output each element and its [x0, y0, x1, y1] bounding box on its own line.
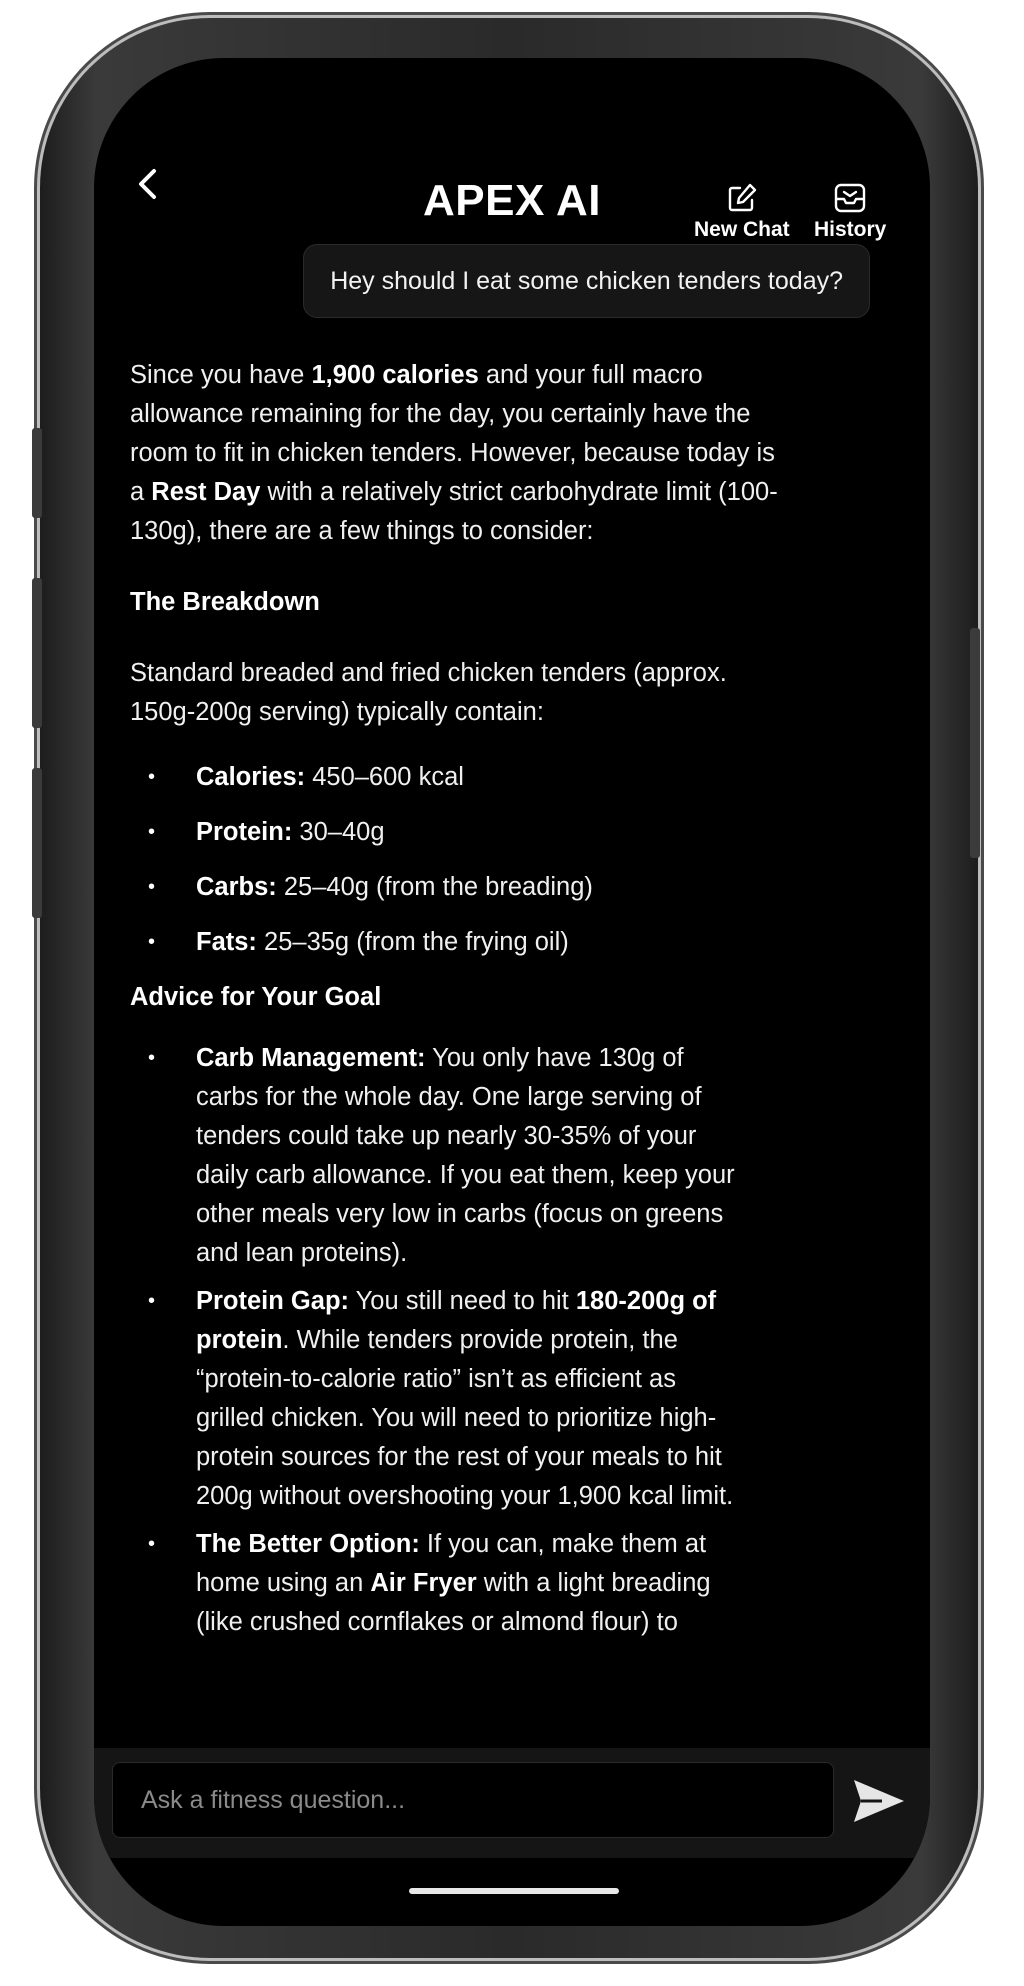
list-item	[130, 1039, 750, 1273]
macro-label: Carbs:	[196, 873, 277, 901]
intro-bold: 1,900 calories	[311, 361, 479, 389]
macro-value: 25–40g (from the breading)	[276, 873, 593, 901]
intro-text: Since you have	[130, 361, 312, 389]
macro-value: 25–35g (from the frying oil)	[256, 928, 569, 956]
message-input[interactable]	[112, 1762, 834, 1838]
intro-text: and your full macro allowance remaining for the day, you certainly have the room to fit in chicken tenders. However, because today is a	[130, 361, 775, 506]
list-item	[130, 1525, 750, 1642]
advice-text: . While tenders provide protein, the “protein-to-calorie ratio” isn’t as efficient as grilled chicken. You will need to prioritize high-protein sources for the rest of your meals to hit 200g without overshooting your 1,900 kcal limit.	[196, 1326, 734, 1510]
history-button[interactable]	[814, 182, 886, 242]
list-item	[130, 868, 790, 907]
advice-label: Carb Management:	[196, 1044, 426, 1072]
user-message-text: Hey should I eat some chicken tenders today?	[330, 266, 843, 295]
list-item	[130, 758, 790, 797]
macro-value: 450–600 kcal	[305, 763, 464, 791]
message-composer	[94, 1748, 930, 1858]
phone-frame	[40, 18, 978, 1958]
send-icon[interactable]	[852, 1778, 906, 1824]
macro-label: Protein:	[196, 818, 293, 846]
advice-text: You only have 130g of carbs for the whole day. One large serving of tenders could take up nearly 30-35% of your daily carb allowance. If you eat them, keep your other meals very low in carbs (focus on greens and lean proteins).	[196, 1044, 735, 1267]
chat-header	[94, 118, 930, 241]
advice-text: You still need to hit	[349, 1287, 576, 1315]
intro-paragraph	[130, 356, 790, 551]
advice-text: If you can, make them at home using an	[196, 1530, 707, 1597]
history-label: History	[814, 218, 887, 241]
advice-text: with a light breading (like crushed cornflakes or almond flour) to	[196, 1569, 711, 1636]
compose-icon	[726, 182, 758, 214]
list-item	[130, 923, 790, 962]
intro-text: with a relatively strict carbohydrate limit (100-130g), there are a few things to consider:	[130, 478, 778, 545]
page-title: APEX AI	[423, 176, 601, 225]
macro-label: Calories:	[196, 763, 306, 791]
phone-side-button	[32, 428, 42, 518]
advice-label: Protein Gap:	[196, 1287, 350, 1315]
advice-bold: Air Fryer	[370, 1569, 477, 1597]
phone-side-button	[970, 628, 980, 858]
macro-list	[130, 758, 790, 962]
advice-label: The Better Option:	[196, 1530, 420, 1558]
phone-side-button	[32, 578, 42, 728]
new-chat-label: New Chat	[694, 218, 790, 241]
breakdown-heading: The Breakdown	[130, 588, 320, 616]
home-indicator[interactable]	[409, 1888, 619, 1894]
macro-value: 30–40g	[292, 818, 385, 846]
phone-side-button	[32, 768, 42, 918]
user-message-bubble	[303, 244, 870, 318]
advice-list	[130, 1039, 790, 1642]
list-item	[130, 813, 790, 852]
advice-heading: Advice for Your Goal	[130, 983, 382, 1011]
breakdown-paragraph: Standard breaded and fried chicken tenders (approx. 150g-200g serving) typically contain:	[130, 659, 727, 726]
app-screen	[94, 58, 930, 1926]
ai-response	[130, 356, 790, 1651]
advice-bold: 180-200g of protein	[196, 1287, 717, 1354]
new-chat-button[interactable]	[694, 182, 790, 242]
macro-label: Fats:	[196, 928, 257, 956]
list-item	[130, 1282, 750, 1516]
intro-bold: Rest Day	[151, 478, 261, 506]
inbox-icon	[833, 182, 867, 214]
